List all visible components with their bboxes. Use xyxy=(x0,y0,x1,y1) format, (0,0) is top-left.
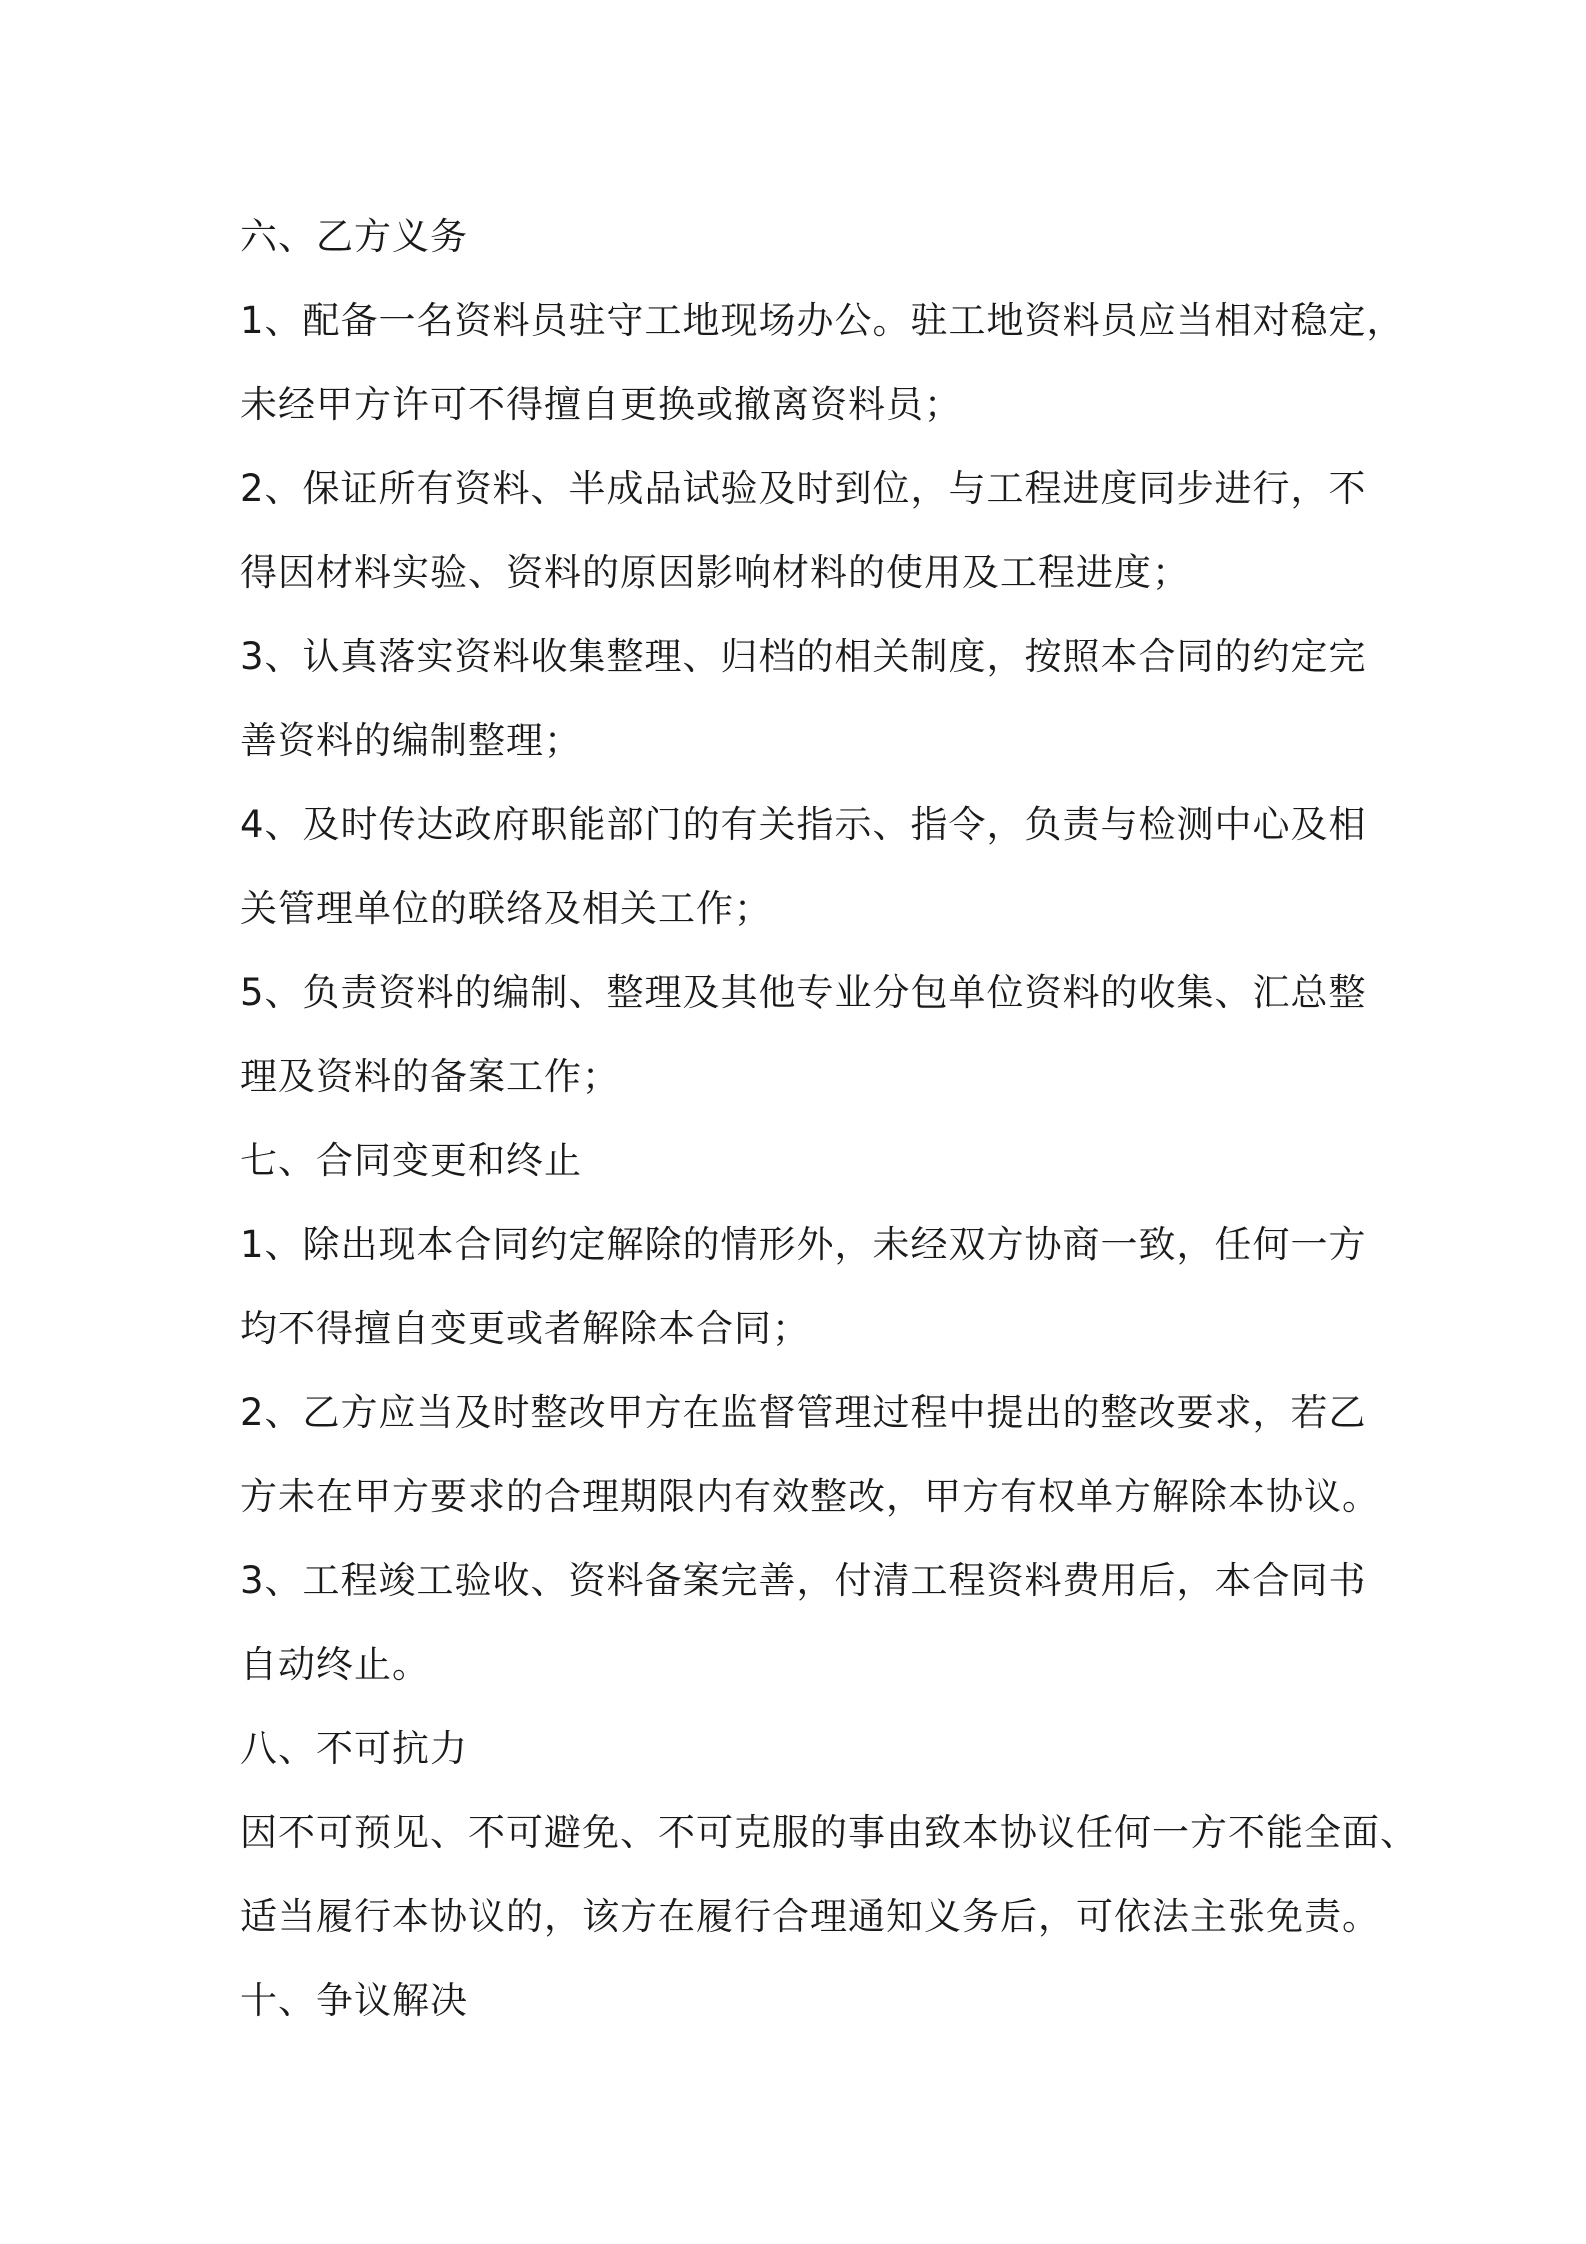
section-obligations xyxy=(240,195,1405,1119)
paragraph-line: 1、除出现本合同约定解除的情形外，未经双方协商一致，任何一方 xyxy=(240,1223,1367,1266)
paragraph-line: 5、负责资料的编制、整理及其他专业分包单位资料的收集、汇总整 xyxy=(240,971,1367,1014)
paragraph-line: 关管理单位的联络及相关工作； xyxy=(240,887,772,930)
section-force-majeure xyxy=(240,1707,1418,1959)
paragraph-line: 2、乙方应当及时整改甲方在监督管理过程中提出的整改要求，若乙 xyxy=(240,1391,1367,1434)
paragraph-line: 4、及时传达政府职能部门的有关指示、指令，负责与检测中心及相 xyxy=(240,803,1367,846)
paragraph-line: 自动终止。 xyxy=(240,1643,430,1686)
paragraph-line: 适当履行本协议的，该方在履行合理通知义务后，可依法主张免责。 xyxy=(240,1895,1380,1938)
paragraph-line: 善资料的编制整理； xyxy=(240,719,582,762)
paragraph-line: 3、工程竣工验收、资料备案完善，付清工程资料费用后，本合同书 xyxy=(240,1559,1367,1602)
paragraph-line: 均不得擅自变更或者解除本合同； xyxy=(240,1307,810,1350)
paragraph-line: 2、保证所有资料、半成品试验及时到位，与工程进度同步进行，不 xyxy=(240,467,1367,510)
section-heading: 十、争议解决 xyxy=(240,1979,468,2022)
section-contract-change xyxy=(240,1119,1380,1707)
paragraph xyxy=(240,783,1367,951)
paragraph-line: 因不可预见、不可避免、不可克服的事由致本协议任何一方不能全面、 xyxy=(240,1811,1418,1854)
paragraph-line: 未经甲方许可不得擅自更换或撤离资料员； xyxy=(240,383,962,426)
paragraph xyxy=(240,1539,1367,1707)
paragraph-line: 方未在甲方要求的合理期限内有效整改，甲方有权单方解除本协议。 xyxy=(240,1475,1380,1518)
paragraph xyxy=(240,951,1367,1119)
paragraph-line: 1、配备一名资料员驻守工地现场办公。驻工地资料员应当相对稳定， xyxy=(240,299,1405,342)
section-dispute-resolution xyxy=(240,1959,1360,2043)
paragraph-line: 得因材料实验、资料的原因影响材料的使用及工程进度； xyxy=(240,551,1190,594)
paragraph xyxy=(240,1371,1380,1539)
paragraph xyxy=(240,615,1367,783)
paragraph xyxy=(240,279,1405,447)
paragraph xyxy=(240,1203,1367,1371)
paragraph xyxy=(240,1791,1418,1959)
section-heading: 八、不可抗力 xyxy=(240,1727,468,1770)
document-page xyxy=(240,195,1418,2043)
paragraph-line: 理及资料的备案工作； xyxy=(240,1055,620,1098)
section-heading: 六、乙方义务 xyxy=(240,215,468,258)
paragraph xyxy=(240,447,1367,615)
section-heading: 七、合同变更和终止 xyxy=(240,1139,582,1182)
paragraph-line: 3、认真落实资料收集整理、归档的相关制度，按照本合同的约定完 xyxy=(240,635,1367,678)
